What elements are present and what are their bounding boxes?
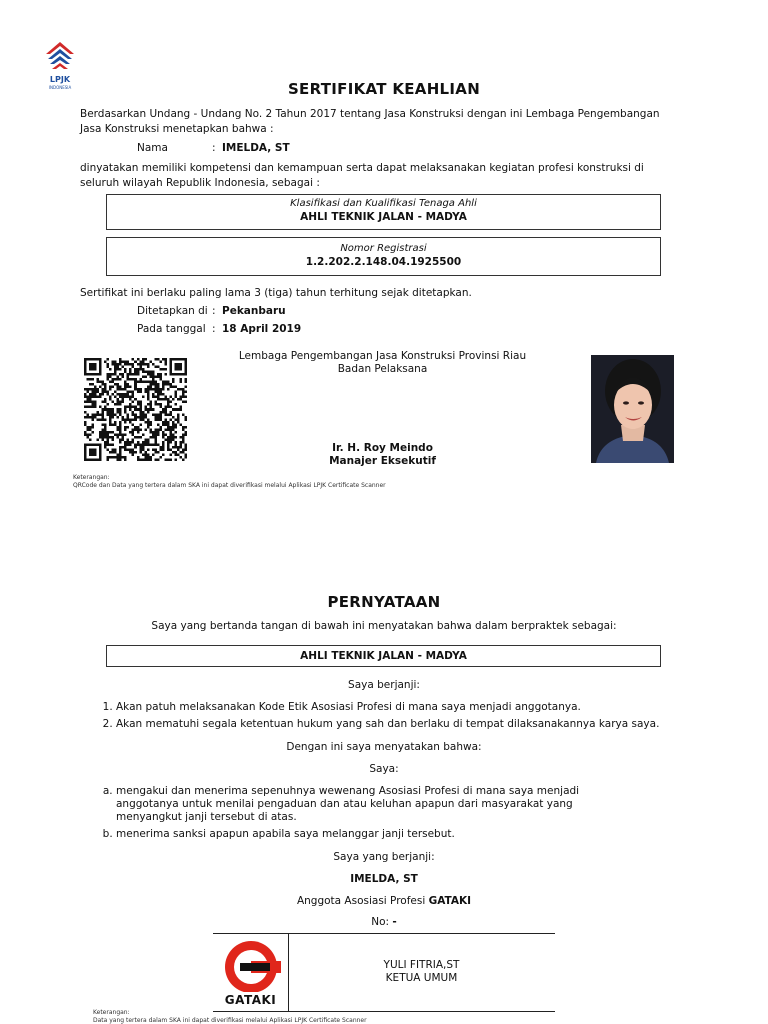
role-box [106, 645, 661, 667]
classification-value: AHLI TEKNIK JALAN - MADYA [300, 211, 467, 223]
no-label: No: [371, 916, 390, 928]
gataki-logo-cell [213, 934, 289, 1011]
registration-label: Nomor Registrasi [340, 243, 427, 254]
certificate-title: SERTIFIKAT KEAHLIAN [287, 80, 481, 98]
certificate-intro: Berdasarkan Undang - Undang No. 2 Tahun 2017 tentang Jasa Konstruksi dengan ini Lembaga Pengembangan Jasa Konstruksi menetapkan bahwa : [80, 108, 660, 135]
name-colon: : [212, 142, 216, 154]
saya-label: Saya: [369, 763, 399, 775]
statement-signer-name: IMELDA, ST [350, 873, 418, 885]
no-value: - [392, 916, 397, 928]
signer-name: Ir. H. Roy Meindo [332, 442, 433, 454]
statement-title: PERNYATAAN [327, 593, 441, 611]
statement-note-text: Data yang tertera dalam SKA ini dapat diverifikasi melalui Aplikasi LPJK Certificate Scanner [93, 1017, 367, 1024]
member-line [0, 895, 768, 907]
signer-title: Manajer Eksekutif [329, 455, 436, 467]
declaration-list [100, 785, 620, 845]
role-value: AHLI TEKNIK JALAN - MADYA [300, 650, 467, 662]
place-colon: : [212, 305, 216, 317]
member-number [0, 916, 768, 928]
statement-note-label: Keterangan: [93, 1009, 130, 1016]
declaration-item: b. menerima sanksi apapun apabila saya melanggar janji tersebut. [116, 828, 620, 841]
association-signature-table [213, 933, 555, 1012]
classification-label: Klasifikasi dan Kualifikasi Tenaga Ahli [290, 198, 477, 209]
gataki-logo-text: GATAKI [224, 993, 277, 1007]
place-label: Ditetapkan di [137, 305, 208, 317]
statement-intro: Saya yang bertanda tangan di bawah ini menyatakan bahwa dalam berpraktek sebagai: [151, 620, 617, 632]
logo-text: LPJK [49, 75, 71, 84]
chair-title: KETUA UMUM [385, 972, 458, 984]
name-label: Nama [137, 142, 168, 154]
association-name: GATAKI [428, 895, 472, 907]
name-value: IMELDA, ST [222, 142, 290, 154]
signer-label: Saya yang berjanji: [333, 851, 435, 863]
certificate-note-label: Keterangan: [73, 474, 110, 481]
date-label: Pada tanggal [137, 323, 206, 335]
date-colon: : [212, 323, 216, 335]
registration-box [106, 237, 661, 276]
date-value: 18 April 2019 [222, 323, 302, 335]
place-value: Pekanbaru [222, 305, 286, 317]
holder-photo [591, 355, 674, 463]
promise-label: Saya berjanji: [348, 679, 420, 691]
validity-text: Sertifikat ini berlaku paling lama 3 (tiga) tahun terhitung sejak ditetapkan. [80, 287, 472, 299]
member-prefix: Anggota Asosiasi Profesi [296, 895, 426, 907]
qr-code-icon [84, 358, 187, 461]
certificate-note-text: QRCode dan Data yang tertera dalam SKA ini dapat diverifikasi melalui Aplikasi LPJK Certificate Scanner [73, 482, 386, 489]
chair-name: YULI FITRIA,ST [383, 959, 460, 971]
promise-item: 1. Akan patuh melaksanakan Kode Etik Asosiasi Profesi di mana saya menjadi anggotanya. [116, 701, 660, 714]
promise-item: 2. Akan mematuhi segala ketentuan hukum yang sah dan berlaku di tempat dilaksanakannya karya saya. [116, 718, 660, 731]
competence-statement: dinyatakan memiliki kompetensi dan kemampuan serta dapat melaksanakan kegiatan profesi konstruksi di seluruh wilayah Republik Indonesia, sebagai : [80, 162, 644, 189]
declaration-item: a. mengakui dan menerima sepenuhnya wewenang Asosiasi Profesi di mana saya menjadi anggotanya untuk menilai pengaduan dan atau keluhan apapun dari masyarakat yang menyangkut janji tersebut di atas. [116, 785, 620, 824]
classification-box [106, 194, 661, 230]
declare-label: Dengan ini saya menyatakan bahwa: [286, 741, 482, 753]
logo-subtext: INDONESIA [48, 85, 72, 90]
issuer-line-1: Lembaga Pengembangan Jasa Konstruksi Provinsi Riau [238, 350, 527, 362]
issuer-line-2: Badan Pelaksana [337, 363, 428, 375]
registration-value: 1.2.202.2.148.04.1925500 [305, 256, 462, 268]
promise-list [100, 701, 660, 735]
